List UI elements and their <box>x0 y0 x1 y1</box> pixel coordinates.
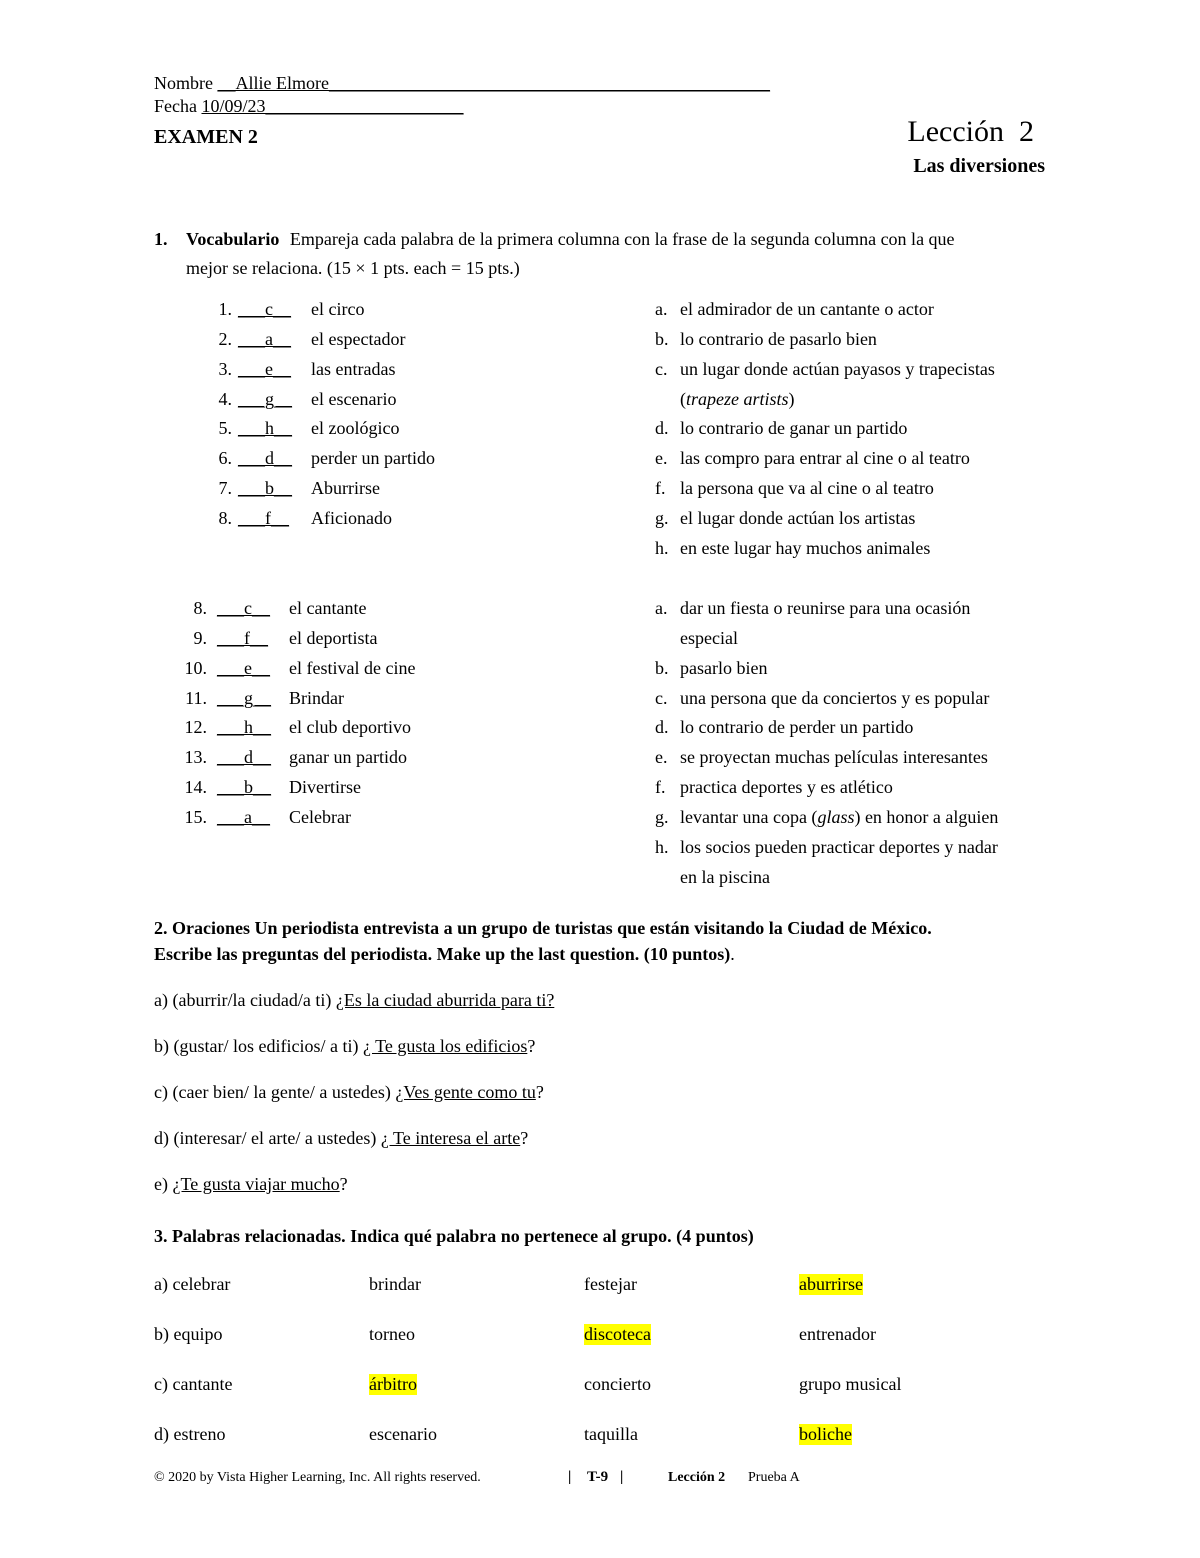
group-word: d) estreno <box>154 1424 226 1444</box>
vocab-option-letter: h. <box>655 537 669 558</box>
highlighted-word: árbitro <box>369 1374 417 1394</box>
group-word: entrenador <box>799 1324 876 1344</box>
vocab-option-letter: g. <box>655 806 669 827</box>
vocab-option-text: especial <box>680 627 738 648</box>
vocab-item-term: el espectador <box>311 328 406 349</box>
section2-heading-line1: 2. Oraciones Un periodista entrevista a un grupo de turistas que están visitando la Ciudad de México. <box>154 918 932 938</box>
vocab-item-number: 15. <box>184 806 207 827</box>
section3-heading: 3. Palabras relacionadas. Indica qué palabra no pertenece al grupo. (4 puntos) <box>154 1226 754 1246</box>
vocab-option-text: las compro para entrar al cine o al teatro <box>680 448 970 469</box>
vocab-option-letter: e. <box>655 448 668 469</box>
vocab-item-number: 2. <box>218 328 232 349</box>
vocab-option-text: se proyectan muchas películas interesantes <box>680 747 988 768</box>
vocab-item-term: Brindar <box>289 687 344 708</box>
vocab-item-answer: ___c__ <box>217 598 270 618</box>
vocab-item-number: 14. <box>184 777 207 798</box>
group-word: b) equipo <box>154 1324 223 1344</box>
vocab-option-text: un lugar donde actúan payasos y trapecistas <box>680 358 995 379</box>
vocab-option-text: practica deportes y es atlético <box>680 777 893 798</box>
section1-instructions-line1 <box>154 229 955 250</box>
vocab-item-term: el zoológico <box>311 418 400 439</box>
vocab-option-letter: h. <box>655 836 669 857</box>
vocab-item-number: 4. <box>218 388 232 409</box>
vocab-option-text <box>680 807 998 828</box>
vocab-option-letter: c. <box>655 687 668 708</box>
vocab-option-text: el admirador de un cantante o actor <box>680 299 934 319</box>
vocab-option-text: la persona que va al cine o al teatro <box>680 478 934 499</box>
vocab-item-term: el cantante <box>289 598 367 618</box>
question-tail: ? <box>339 1174 348 1194</box>
vocab-item-answer: ___b__ <box>217 777 271 798</box>
lesson-title: Lección 2 <box>907 115 1034 148</box>
vocab-option-text: en este lugar hay muchos animales <box>680 537 931 558</box>
vocab-option-text: una persona que da conciertos y es popular <box>680 687 990 708</box>
fecha-line <box>154 96 464 117</box>
vocab-option-letter: a. <box>655 299 668 319</box>
question-prompt: e) <box>154 1174 173 1194</box>
group-word: festejar <box>584 1274 637 1294</box>
highlighted-word: boliche <box>799 1424 852 1444</box>
vocab-item-term: el deportista <box>289 627 378 648</box>
vocab-item-term: las entradas <box>311 358 396 379</box>
section1-heading: Vocabulario <box>186 229 280 249</box>
vocab-option-letter: f. <box>655 478 666 499</box>
vocab-item-answer: ___e__ <box>238 358 291 379</box>
question-tail: ? <box>520 1128 529 1148</box>
footer-copyright: © 2020 by Vista Higher Learning, Inc. All rights reserved. <box>154 1470 481 1485</box>
vocab-item-answer: ___h__ <box>217 717 271 738</box>
vocab-item-term: Aficionado <box>311 507 392 528</box>
vocab-item-term: Celebrar <box>289 806 351 827</box>
vocab-option-text-post: ) en honor a alguien <box>854 806 999 827</box>
vocab-option-letter: g. <box>655 507 669 528</box>
question-answer: ¿Ves gente como tu <box>395 1082 536 1102</box>
vocab-item-answer: ___e__ <box>217 657 270 678</box>
group-word: a) celebrar <box>154 1274 231 1294</box>
vocab-item-answer: ___a__ <box>217 806 270 827</box>
vocab-item-answer: ___h__ <box>238 418 292 439</box>
vocab-item-number: 11. <box>185 687 207 708</box>
group-word: c) cantante <box>154 1374 233 1394</box>
vocab-option-letter: f. <box>655 777 666 798</box>
vocab-option-text: en la piscina <box>680 866 770 887</box>
section1-instructions: Empareja cada palabra de la primera columna con la frase de la segunda columna con la que <box>289 229 955 249</box>
vocab-item-answer: ___b__ <box>238 478 292 499</box>
vocab-item-number: 9. <box>193 627 207 648</box>
vocab-option-letter: b. <box>655 328 669 349</box>
vocab-item-answer: ___f__ <box>217 627 268 648</box>
vocab-option-text: los socios pueden practicar deportes y nadar <box>680 836 998 857</box>
vocab-item-term: el festival de cine <box>289 657 416 678</box>
vocab-item-term: el club deportivo <box>289 717 411 738</box>
vocab-item-term: Aburrirse <box>311 478 380 499</box>
vocab-option-letter: a. <box>655 598 668 618</box>
vocab-item-term: ganar un partido <box>289 747 407 768</box>
vocab-item-number: 8. <box>193 598 207 618</box>
question-tail: ? <box>527 1036 536 1056</box>
vocab-item-number: 6. <box>218 448 232 469</box>
vocab-item-answer: ___g__ <box>217 687 271 708</box>
nombre-value: __Allie Elmore_________________________________________________ <box>217 73 770 93</box>
vocab-item-number: 7. <box>218 478 232 499</box>
fecha-label: Fecha <box>154 96 197 116</box>
group-word: torneo <box>369 1324 415 1344</box>
vocab-item-number: 3. <box>218 358 232 379</box>
vocab-option-text-italic: glass <box>817 806 855 827</box>
exam-title: EXAMEN 2 <box>154 126 258 148</box>
vocab-item-term: Divertirse <box>289 777 361 798</box>
highlighted-word: aburrirse <box>799 1274 863 1294</box>
group-word: brindar <box>369 1274 421 1294</box>
vocab-option-letter: d. <box>655 418 669 439</box>
vocab-option-text: el lugar donde actúan los artistas <box>680 507 916 528</box>
highlighted-word: discoteca <box>584 1324 651 1344</box>
vocab-option-text: pasarlo bien <box>680 657 768 678</box>
question-prompt: c) (caer bien/ la gente/ a ustedes) <box>154 1082 396 1102</box>
nombre-line <box>154 73 770 94</box>
section2-heading-text: Escribe las preguntas del periodista. Make up the last question. (10 puntos) <box>154 944 731 964</box>
vocab-option-text-pre: levantar una copa ( <box>680 806 818 827</box>
fecha-value: 10/09/23______________________ <box>201 96 464 116</box>
footer-page: T-9 <box>587 1469 609 1485</box>
section2-heading-tail: . <box>730 944 735 964</box>
vocab-item-answer: ___f__ <box>238 507 289 528</box>
vocab-item-answer: ___g__ <box>238 388 292 409</box>
vocab-item-answer: ___d__ <box>217 747 271 768</box>
vocab-item-number: 1. <box>218 299 232 319</box>
vocab-option-text: lo contrario de pasarlo bien <box>680 328 877 349</box>
vocab-item-number: 10. <box>184 657 207 678</box>
question-row <box>154 1128 528 1149</box>
group-word: grupo musical <box>799 1374 902 1394</box>
vocab-option-text: dar un fiesta o reunirse para una ocasión <box>680 598 971 618</box>
footer-sep2: | <box>620 1469 624 1485</box>
vocab-option-text-post: ) <box>788 388 795 409</box>
footer-test: Prueba A <box>748 1470 800 1485</box>
vocab-option-text: lo contrario de perder un partido <box>680 717 914 738</box>
question-tail: ? <box>535 1082 544 1102</box>
vocab-item-term: el circo <box>311 299 365 319</box>
vocab-item-number: 8. <box>218 507 232 528</box>
vocab-option-letter: b. <box>655 657 669 678</box>
footer-sep1: | <box>568 1469 572 1485</box>
vocab-item-term: el escenario <box>311 388 397 409</box>
vocab-option-text-pre: ( <box>680 388 686 409</box>
group-word: escenario <box>369 1424 437 1444</box>
vocab-option-text <box>680 389 795 410</box>
question-row <box>154 1036 535 1057</box>
section1-number: 1. <box>154 229 168 249</box>
vocab-option-letter: d. <box>655 717 669 738</box>
question-prompt: d) (interesar/ el arte/ a ustedes) <box>154 1128 381 1148</box>
lesson-subtitle: Las diversiones <box>913 155 1045 177</box>
vocab-item-answer: ___c__ <box>238 299 291 319</box>
question-answer: ¿Es la ciudad aburrida para ti? <box>335 990 555 1010</box>
group-word: taquilla <box>584 1424 638 1444</box>
vocab-item-term: perder un partido <box>311 448 435 469</box>
footer-lesson: Lección 2 <box>668 1470 726 1485</box>
vocab-option-letter: c. <box>655 358 668 379</box>
vocab-item-number: 13. <box>184 747 207 768</box>
question-prompt: a) (aburrir/la ciudad/a ti) <box>154 990 336 1010</box>
question-answer: ¿ Te gusta los edificios <box>362 1036 528 1056</box>
vocab-option-text: lo contrario de ganar un partido <box>680 418 908 439</box>
question-answer: ¿ Te interesa el arte <box>380 1128 521 1148</box>
question-row <box>154 990 554 1011</box>
question-answer: ¿Te gusta viajar mucho <box>172 1174 340 1194</box>
nombre-label: Nombre <box>154 73 213 93</box>
vocab-option-letter: e. <box>655 747 668 768</box>
vocab-item-number: 12. <box>184 717 207 738</box>
question-row <box>154 1174 348 1195</box>
question-row <box>154 1082 544 1103</box>
vocab-item-number: 5. <box>218 418 232 439</box>
section2-heading-line2 <box>154 944 735 965</box>
group-word: concierto <box>584 1374 651 1394</box>
vocab-item-answer: ___d__ <box>238 448 292 469</box>
vocab-item-answer: ___a__ <box>238 328 291 349</box>
section1-instructions-line2: mejor se relaciona. (15 × 1 pts. each = 15 pts.) <box>186 258 520 278</box>
question-prompt: b) (gustar/ los edificios/ a ti) <box>154 1036 363 1056</box>
vocab-option-text-italic: trapeze artists <box>686 388 789 409</box>
